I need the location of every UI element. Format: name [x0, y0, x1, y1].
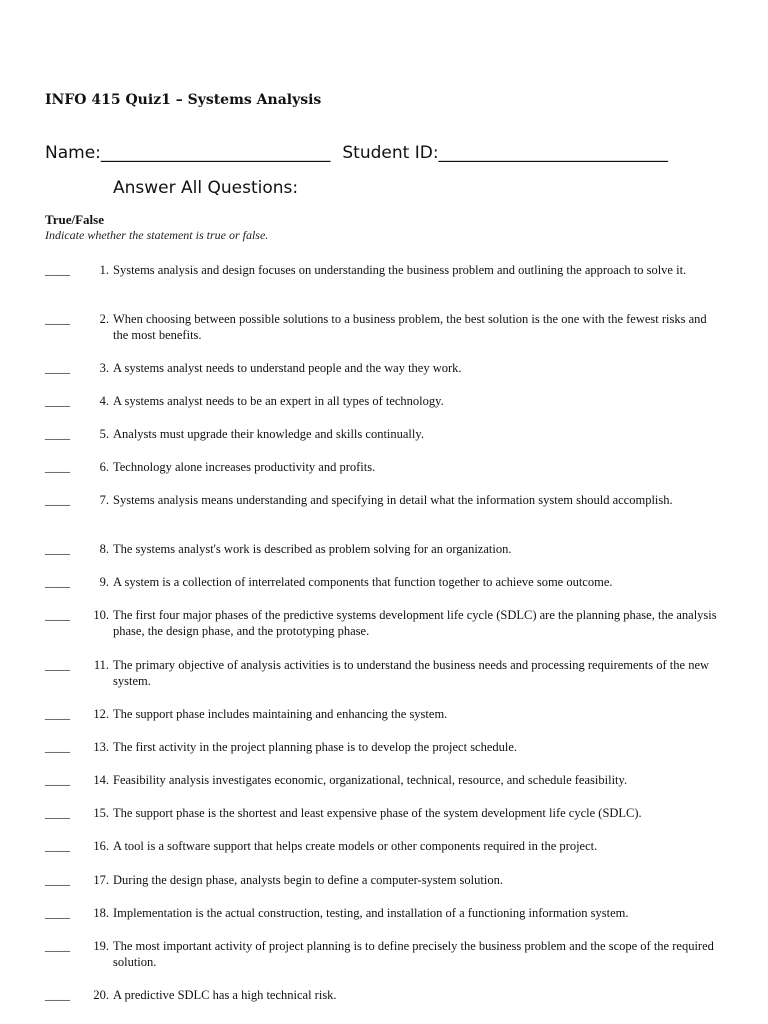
- question-number: 13.: [93, 740, 109, 754]
- question-number: 7.: [99, 493, 109, 507]
- question-number: 12.: [93, 707, 109, 721]
- answer-blank[interactable]: ____: [45, 394, 70, 408]
- answer-blank[interactable]: ____: [45, 873, 70, 887]
- question-text: A predictive SDLC has a high technical risk.: [113, 988, 337, 1002]
- answer-blank[interactable]: ____: [45, 493, 70, 507]
- section-heading: True/False: [45, 212, 104, 227]
- question-text: A systems analyst needs to be an expert in all types of technology.: [113, 394, 444, 408]
- question-number: 8.: [99, 542, 109, 556]
- section-header: [45, 212, 268, 243]
- answer-blank[interactable]: ____: [45, 773, 70, 787]
- question-number: 5.: [99, 427, 109, 441]
- question-text: A system is a collection of interrelated components that function together to achieve some outcome.: [113, 575, 613, 589]
- question-text: The first activity in the project planning phase is to develop the project schedule.: [113, 740, 518, 754]
- question-text: A systems analyst needs to understand people and the way they work.: [113, 361, 462, 375]
- question-text: Systems analysis means understanding and specifying in detail what the information system should accomplish.: [113, 493, 673, 507]
- question-number: 19.: [93, 939, 109, 953]
- answer-blank[interactable]: ____: [45, 361, 70, 375]
- answer-blank[interactable]: ____: [45, 939, 70, 953]
- question-number: 2.: [99, 312, 109, 326]
- page-title: INFO 415 Quiz1 – Systems Analysis: [45, 92, 322, 108]
- question-number: 6.: [99, 460, 109, 474]
- answer-blank[interactable]: ____: [45, 707, 70, 721]
- answer-blank[interactable]: ____: [45, 575, 70, 589]
- question-number: 17.: [93, 873, 109, 887]
- name-row: [45, 143, 745, 163]
- answer-blank[interactable]: ____: [45, 263, 70, 277]
- question-text: The support phase is the shortest and least expensive phase of the system development life cycle (SDLC).: [113, 806, 642, 820]
- question-text: Analysts must upgrade their knowledge and skills continually.: [113, 427, 424, 441]
- answer-blank[interactable]: ____: [45, 906, 70, 920]
- answer-blank[interactable]: ____: [45, 658, 70, 672]
- question-text: The first four major phases of the predictive systems development life cycle (SDLC) are the planning phase, the analysis phase, the design phase, and the prototyping phase.: [113, 608, 717, 638]
- question-text: Feasibility analysis investigates economic, organizational, technical, resource, and schedule feasibility.: [113, 773, 628, 787]
- student-id-field[interactable]: Student ID:___________________________: [342, 143, 669, 163]
- answer-blank[interactable]: ____: [45, 427, 70, 441]
- answer-blank[interactable]: ____: [45, 460, 70, 474]
- question-text: Implementation is the actual construction, testing, and installation of a functioning information system.: [113, 906, 629, 920]
- question-text: During the design phase, analysts begin to define a computer-system solution.: [113, 873, 503, 887]
- answer-all-heading: Answer All Questions:: [113, 178, 299, 198]
- answer-blank[interactable]: ____: [45, 988, 70, 1002]
- question-text: The support phase includes maintaining and enhancing the system.: [113, 707, 448, 721]
- name-field[interactable]: Name:___________________________: [45, 143, 331, 163]
- question-number: 9.: [99, 575, 109, 589]
- question-text: Systems analysis and design focuses on understanding the business problem and outlining the approach to solve it.: [113, 263, 687, 277]
- question-text: The primary objective of analysis activities is to understand the business needs and processing requirements of the new system.: [113, 658, 710, 688]
- question-text: The most important activity of project planning is to define precisely the business problem and the scope of the required solution.: [113, 939, 714, 969]
- question-number: 1.: [99, 263, 109, 277]
- answer-blank[interactable]: ____: [45, 839, 70, 853]
- answer-blank[interactable]: ____: [45, 542, 70, 556]
- question-number: 11.: [93, 658, 109, 672]
- question-number: 16.: [93, 839, 109, 853]
- answer-blank[interactable]: ____: [45, 806, 70, 820]
- question-number: 15.: [93, 806, 109, 820]
- question-text: The systems analyst's work is described as problem solving for an organization.: [113, 542, 512, 556]
- section-instruction: Indicate whether the statement is true or false.: [45, 228, 269, 242]
- answer-blank[interactable]: ____: [45, 608, 70, 622]
- question-text: When choosing between possible solutions to a business problem, the best solution is the one with the fewest risks and the most benefits.: [113, 312, 707, 342]
- question-number: 4.: [99, 394, 109, 408]
- question-number: 18.: [93, 906, 109, 920]
- question-number: 20.: [93, 988, 109, 1002]
- question-text: Technology alone increases productivity and profits.: [113, 460, 376, 474]
- answer-blank[interactable]: ____: [45, 312, 70, 326]
- answer-blank[interactable]: ____: [45, 740, 70, 754]
- question-number: 14.: [93, 773, 109, 787]
- question-text: A tool is a software support that helps create models or other components required in the project.: [113, 839, 598, 853]
- question-number: 3.: [99, 361, 109, 375]
- question-number: 10.: [93, 608, 109, 622]
